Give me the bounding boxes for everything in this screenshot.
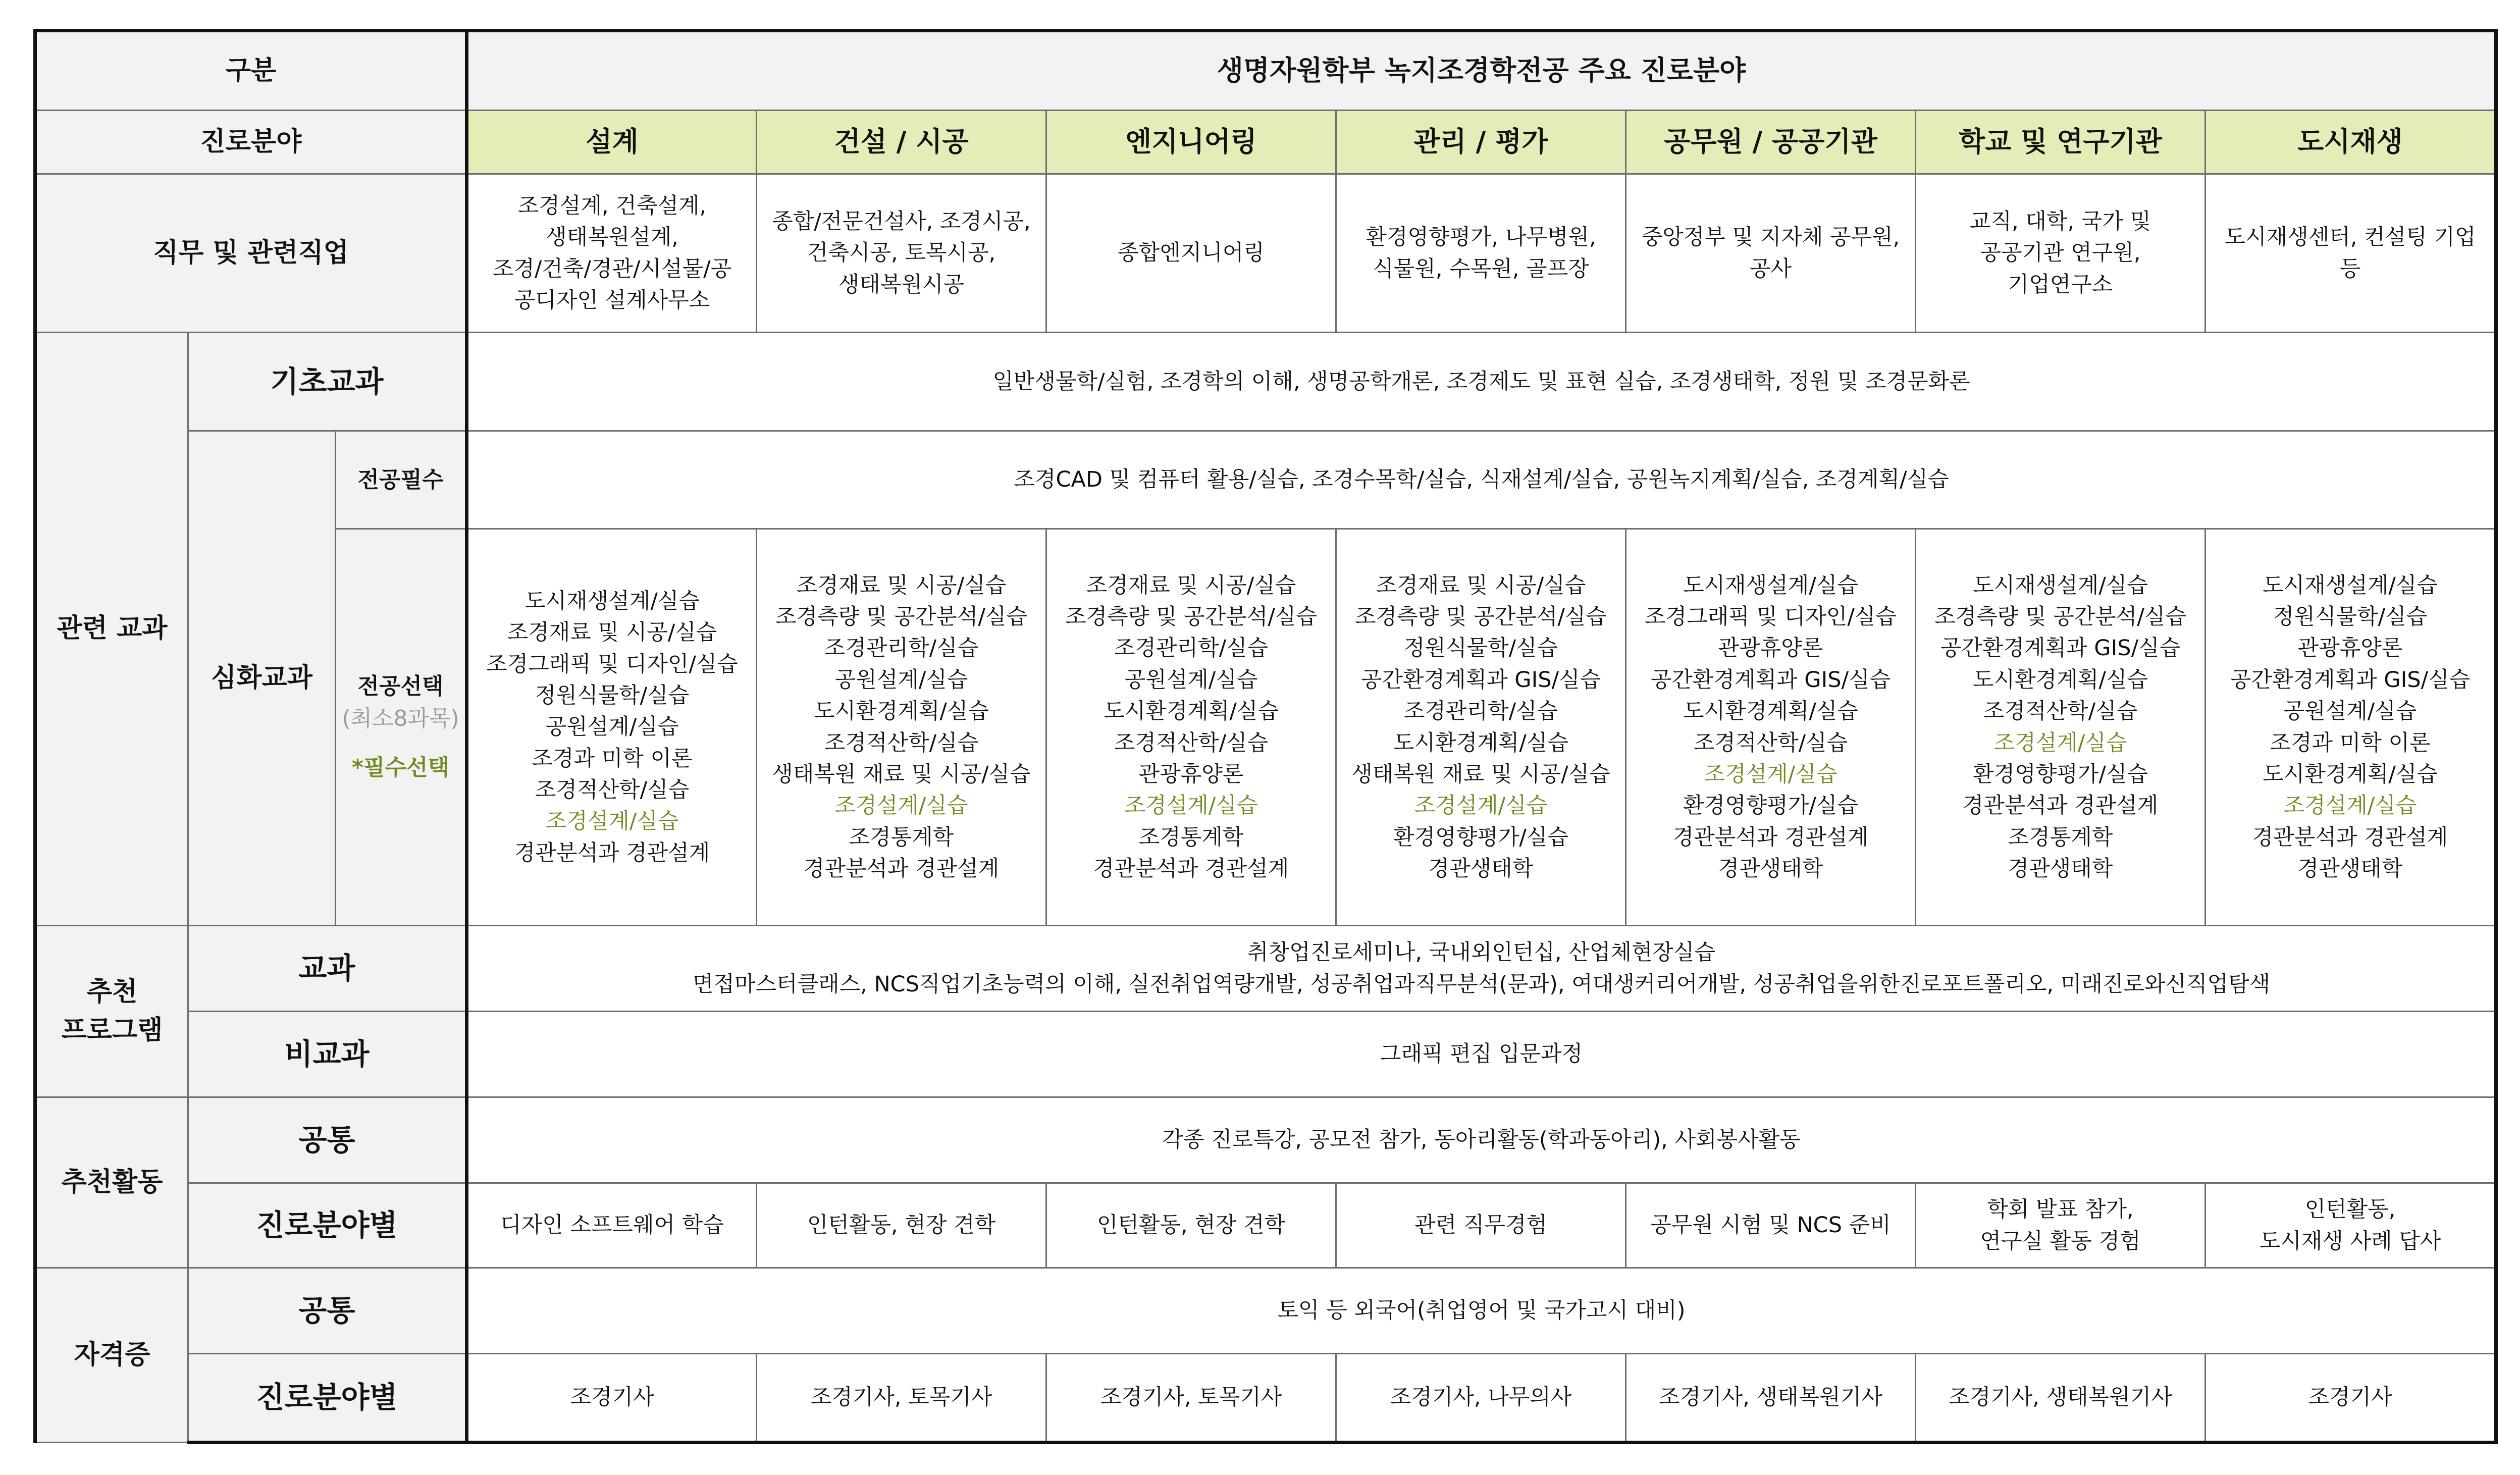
course-item: 생태복원 재료 및 시공/실습 xyxy=(772,761,1031,787)
course-item: 도시환경계획/실습 xyxy=(1683,699,1858,724)
course-item: 경관분석과 경관설계 xyxy=(1672,824,1869,850)
job-line: 중앙정부 및 지자체 공무원, xyxy=(1641,225,1900,250)
activity-line: 연구실 활동 경험 xyxy=(1980,1228,2141,1254)
job-line: 도시재생센터, 컨설팅 기업 xyxy=(2224,225,2476,250)
activities-label: 추천활동 xyxy=(35,1097,188,1268)
course-item: 경관생태학 xyxy=(2008,856,2113,881)
required-course-item: 조경설계/실습 xyxy=(1124,793,1258,819)
program-line: 면접마스터클래스, NCS직업기초능력의 이해, 실전취업역량개발, 성공취업과직무분석(문과), 여대생커리어개발, 성공취업을위한진로포트폴리오, 미래진로와신직업탐색 xyxy=(692,971,2271,997)
certification-cell: 조경기사 xyxy=(2206,1354,2496,1443)
curricular-programs-label: 교과 xyxy=(188,926,467,1012)
course-item: 경관생태학 xyxy=(2297,856,2403,881)
jobs-label: 직무 및 관련직업 xyxy=(35,174,467,333)
course-item: 조경통계학 xyxy=(849,824,954,850)
activity-line: 인턴활동, 현장 견학 xyxy=(1096,1213,1286,1238)
job-line: 조경/건축/경관/시설물/공 xyxy=(492,256,732,282)
jobs-cell xyxy=(757,174,1046,333)
course-item: 공간환경계획과 GIS/실습 xyxy=(1650,667,1891,693)
elective-courses-construction xyxy=(757,529,1046,926)
course-item: 공간환경계획과 GIS/실습 xyxy=(1360,667,1601,693)
course-item: 조경재료 및 시공/실습 xyxy=(796,572,1007,598)
course-item: 조경관리학/실습 xyxy=(824,636,979,661)
programs-label-line: 추천 xyxy=(86,977,138,1008)
course-item: 도시환경계획/실습 xyxy=(2263,761,2438,787)
course-item: 도시재생설계/실습 xyxy=(524,588,700,614)
course-item: 조경측량 및 공간분석/실습 xyxy=(1934,604,2186,630)
extracurricular-programs-content: 그래픽 편집 입문과정 xyxy=(467,1012,2496,1097)
certifications-common-content: 토익 등 외국어(취업영어 및 국가고시 대비) xyxy=(467,1268,2496,1354)
elective-courses-urban-regeneration xyxy=(2206,529,2496,926)
course-item: 조경적산학/실습 xyxy=(535,777,690,803)
course-item: 조경과 미학 이론 xyxy=(532,746,693,771)
activity-cell xyxy=(1046,1183,1336,1268)
course-item: 조경재료 및 시공/실습 xyxy=(507,620,717,646)
job-line: 공사 xyxy=(1749,256,1792,282)
course-item: 정원식물학/실습 xyxy=(2273,604,2428,630)
field-header-public: 공무원 / 공공기관 xyxy=(1626,111,1916,174)
programs-label-line: 프로그램 xyxy=(61,1015,163,1045)
basic-courses-content: 일반생물학/실험, 조경학의 이해, 생명공학개론, 조경제도 및 표현 실습, 조경생태학, 정원 및 조경문화론 xyxy=(467,333,2496,431)
certification-cell: 조경기사, 토목기사 xyxy=(1046,1354,1336,1443)
course-item: 도시환경계획/실습 xyxy=(1104,699,1279,724)
course-item: 도시환경계획/실습 xyxy=(814,699,989,724)
elective-courses-research xyxy=(1916,529,2206,926)
advanced-courses-label: 심화교과 xyxy=(188,431,336,926)
activity-cell xyxy=(1916,1183,2206,1268)
course-item: 도시재생설계/실습 xyxy=(1683,572,1858,598)
certification-cell: 조경기사, 나무의사 xyxy=(1336,1354,1626,1443)
basic-courses-label: 기초교과 xyxy=(188,333,467,431)
course-item: 공간환경계획과 GIS/실습 xyxy=(1940,636,2181,661)
courses-label: 관련 교과 xyxy=(35,333,188,926)
major-required-label: 전공필수 xyxy=(336,431,467,529)
curricular-programs-content xyxy=(467,926,2496,1012)
field-header-research: 학교 및 연구기관 xyxy=(1916,111,2206,174)
activity-line: 학회 발표 참가, xyxy=(1987,1197,2134,1223)
course-item: 정원식물학/실습 xyxy=(535,682,690,708)
field-header-construction: 건설 / 시공 xyxy=(757,111,1046,174)
course-item: 공원설계/실습 xyxy=(1124,667,1258,693)
course-item: 경관분석과 경관설계 xyxy=(1093,856,1289,881)
certification-cell: 조경기사 xyxy=(467,1354,757,1443)
field-header-urban-regeneration: 도시재생 xyxy=(2206,111,2496,174)
field-header-design: 설계 xyxy=(467,111,757,174)
fields-label: 진로분야 xyxy=(35,111,467,174)
job-line: 조경설계, 건축설계, xyxy=(517,193,707,219)
course-item: 공원설계/실습 xyxy=(545,714,679,740)
course-item: 환경영향평가/실습 xyxy=(1393,824,1568,850)
field-header-management: 관리 / 평가 xyxy=(1336,111,1626,174)
certifications-label: 자격증 xyxy=(35,1268,188,1443)
course-item: 조경그래픽 및 디자인/실습 xyxy=(1645,604,1897,630)
major-elective-minimum: (최소8과목) xyxy=(342,705,459,731)
job-line: 기업연구소 xyxy=(2008,272,2113,297)
activities-byfield-label: 진로분야별 xyxy=(188,1183,467,1268)
course-item: 공원설계/실습 xyxy=(834,667,968,693)
program-line: 취창업진로세미나, 국내외인턴십, 산업체현장실습 xyxy=(1247,940,1716,966)
activity-cell xyxy=(1626,1183,1916,1268)
programs-label xyxy=(35,926,188,1097)
activity-line: 도시재생 사례 답사 xyxy=(2259,1228,2441,1254)
course-item: 조경재료 및 시공/실습 xyxy=(1376,572,1586,598)
course-item: 정원식물학/실습 xyxy=(1403,636,1558,661)
job-line: 식물원, 수목원, 골프장 xyxy=(1373,256,1589,282)
required-course-item: 조경설계/실습 xyxy=(1993,730,2127,756)
required-course-item: 조경설계/실습 xyxy=(1704,761,1838,787)
job-line: 건축시공, 토목시공, xyxy=(807,240,996,266)
job-line: 환경영향평가, 나무병원, xyxy=(1366,225,1596,250)
jobs-cell xyxy=(2206,174,2496,333)
extracurricular-programs-label: 비교과 xyxy=(188,1012,467,1097)
course-item: 조경적산학/실습 xyxy=(824,730,979,756)
course-item: 조경통계학 xyxy=(2008,824,2113,850)
course-item: 경관분석과 경관설계 xyxy=(1962,793,2159,819)
certifications-common-label: 공통 xyxy=(188,1268,467,1354)
career-roadmap xyxy=(33,29,2494,1441)
elective-courses-public xyxy=(1626,529,1916,926)
career-roadmap-table xyxy=(33,29,2498,1444)
activity-cell xyxy=(467,1183,757,1268)
page-title: 생명자원학부 녹지조경학전공 주요 진로분야 xyxy=(467,31,2496,111)
activity-cell xyxy=(757,1183,1046,1268)
course-item: 관광휴양론 xyxy=(1138,761,1244,787)
course-item: 조경관리학/실습 xyxy=(1403,699,1558,724)
required-course-item: 조경설계/실습 xyxy=(2283,793,2417,819)
required-course-item: 조경설계/실습 xyxy=(1414,793,1548,819)
course-item: 조경적산학/실습 xyxy=(1693,730,1848,756)
job-line: 공공기관 연구원, xyxy=(1980,240,2141,266)
course-item: 조경관리학/실습 xyxy=(1114,636,1269,661)
elective-courses-engineering xyxy=(1046,529,1336,926)
major-elective-title: 전공선택 xyxy=(357,673,444,699)
job-line: 교직, 대학, 국가 및 xyxy=(1969,208,2151,234)
course-item: 경관분석과 경관설계 xyxy=(2252,824,2448,850)
certification-cell: 조경기사, 생태복원기사 xyxy=(1916,1354,2206,1443)
course-item: 조경그래픽 및 디자인/실습 xyxy=(486,651,738,677)
course-item: 조경측량 및 공간분석/실습 xyxy=(1065,604,1317,630)
course-item: 생태복원 재료 및 시공/실습 xyxy=(1351,761,1610,787)
certification-cell: 조경기사, 토목기사 xyxy=(757,1354,1046,1443)
required-course-item: 조경설계/실습 xyxy=(834,793,968,819)
job-line: 생태복원시공 xyxy=(838,272,965,297)
major-required-content: 조경CAD 및 컴퓨터 활용/실습, 조경수목학/실습, 식재설계/실습, 공원녹지계획/실습, 조경계획/실습 xyxy=(467,431,2496,529)
activity-line: 디자인 소프트웨어 학습 xyxy=(500,1213,724,1238)
certifications-byfield-label: 진로분야별 xyxy=(188,1354,467,1443)
jobs-cell xyxy=(1336,174,1626,333)
jobs-cell xyxy=(1046,174,1336,333)
course-item: 조경적산학/실습 xyxy=(1114,730,1269,756)
activity-line: 공무원 시험 및 NCS 준비 xyxy=(1650,1213,1891,1238)
course-item: 관광휴양론 xyxy=(1718,636,1823,661)
course-item: 환경영향평가/실습 xyxy=(1973,761,2148,787)
course-item: 환경영향평가/실습 xyxy=(1683,793,1858,819)
jobs-cell xyxy=(1916,174,2206,333)
course-item: 조경재료 및 시공/실습 xyxy=(1086,572,1296,598)
activity-cell xyxy=(2206,1183,2496,1268)
course-item: 조경측량 및 공간분석/실습 xyxy=(775,604,1027,630)
activities-common-label: 공통 xyxy=(188,1097,467,1183)
course-item: 공간환경계획과 GIS/실습 xyxy=(2230,667,2471,693)
course-item: 도시환경계획/실습 xyxy=(1973,667,2148,693)
course-item: 조경적산학/실습 xyxy=(1983,699,2138,724)
activity-cell xyxy=(1336,1183,1626,1268)
required-choice-note: *필수선택 xyxy=(351,755,450,781)
course-item: 관광휴양론 xyxy=(2297,636,2403,661)
course-item: 조경통계학 xyxy=(1138,824,1244,850)
job-line: 종합엔지니어링 xyxy=(1118,240,1265,266)
activity-line: 관련 직무경험 xyxy=(1414,1213,1547,1238)
job-line: 공디자인 설계사무소 xyxy=(514,287,710,313)
elective-courses-design xyxy=(467,529,757,926)
activity-line: 인턴활동, 현장 견학 xyxy=(807,1213,996,1238)
course-item: 조경과 미학 이론 xyxy=(2270,730,2431,756)
course-item: 경관분석과 경관설계 xyxy=(803,856,1000,881)
required-course-item: 조경설계/실습 xyxy=(545,809,679,834)
major-elective-label xyxy=(336,529,467,926)
course-item: 도시재생설계/실습 xyxy=(2263,572,2438,598)
jobs-cell xyxy=(1626,174,1916,333)
course-item: 도시재생설계/실습 xyxy=(1973,572,2148,598)
jobs-cell xyxy=(467,174,757,333)
elective-courses-management xyxy=(1336,529,1626,926)
job-line: 생태복원설계, xyxy=(546,225,678,250)
spacer xyxy=(341,734,460,752)
course-item: 조경측량 및 공간분석/실습 xyxy=(1355,604,1607,630)
certification-cell: 조경기사, 생태복원기사 xyxy=(1626,1354,1916,1443)
course-item: 경관생태학 xyxy=(1428,856,1534,881)
course-item: 공원설계/실습 xyxy=(2283,699,2417,724)
course-item: 경관분석과 경관설계 xyxy=(514,840,710,866)
course-item: 경관생태학 xyxy=(1718,856,1823,881)
course-item: 도시환경계획/실습 xyxy=(1393,730,1568,756)
job-line: 종합/전문건설사, 조경시공, xyxy=(772,208,1031,234)
activities-common-content: 각종 진로특강, 공모전 참가, 동아리활동(학과동아리), 사회봉사활동 xyxy=(467,1097,2496,1183)
field-header-engineering: 엔지니어링 xyxy=(1046,111,1336,174)
job-line: 등 xyxy=(2339,256,2361,282)
activity-line: 인턴활동, xyxy=(2304,1197,2396,1223)
gubun-header: 구분 xyxy=(35,31,467,111)
